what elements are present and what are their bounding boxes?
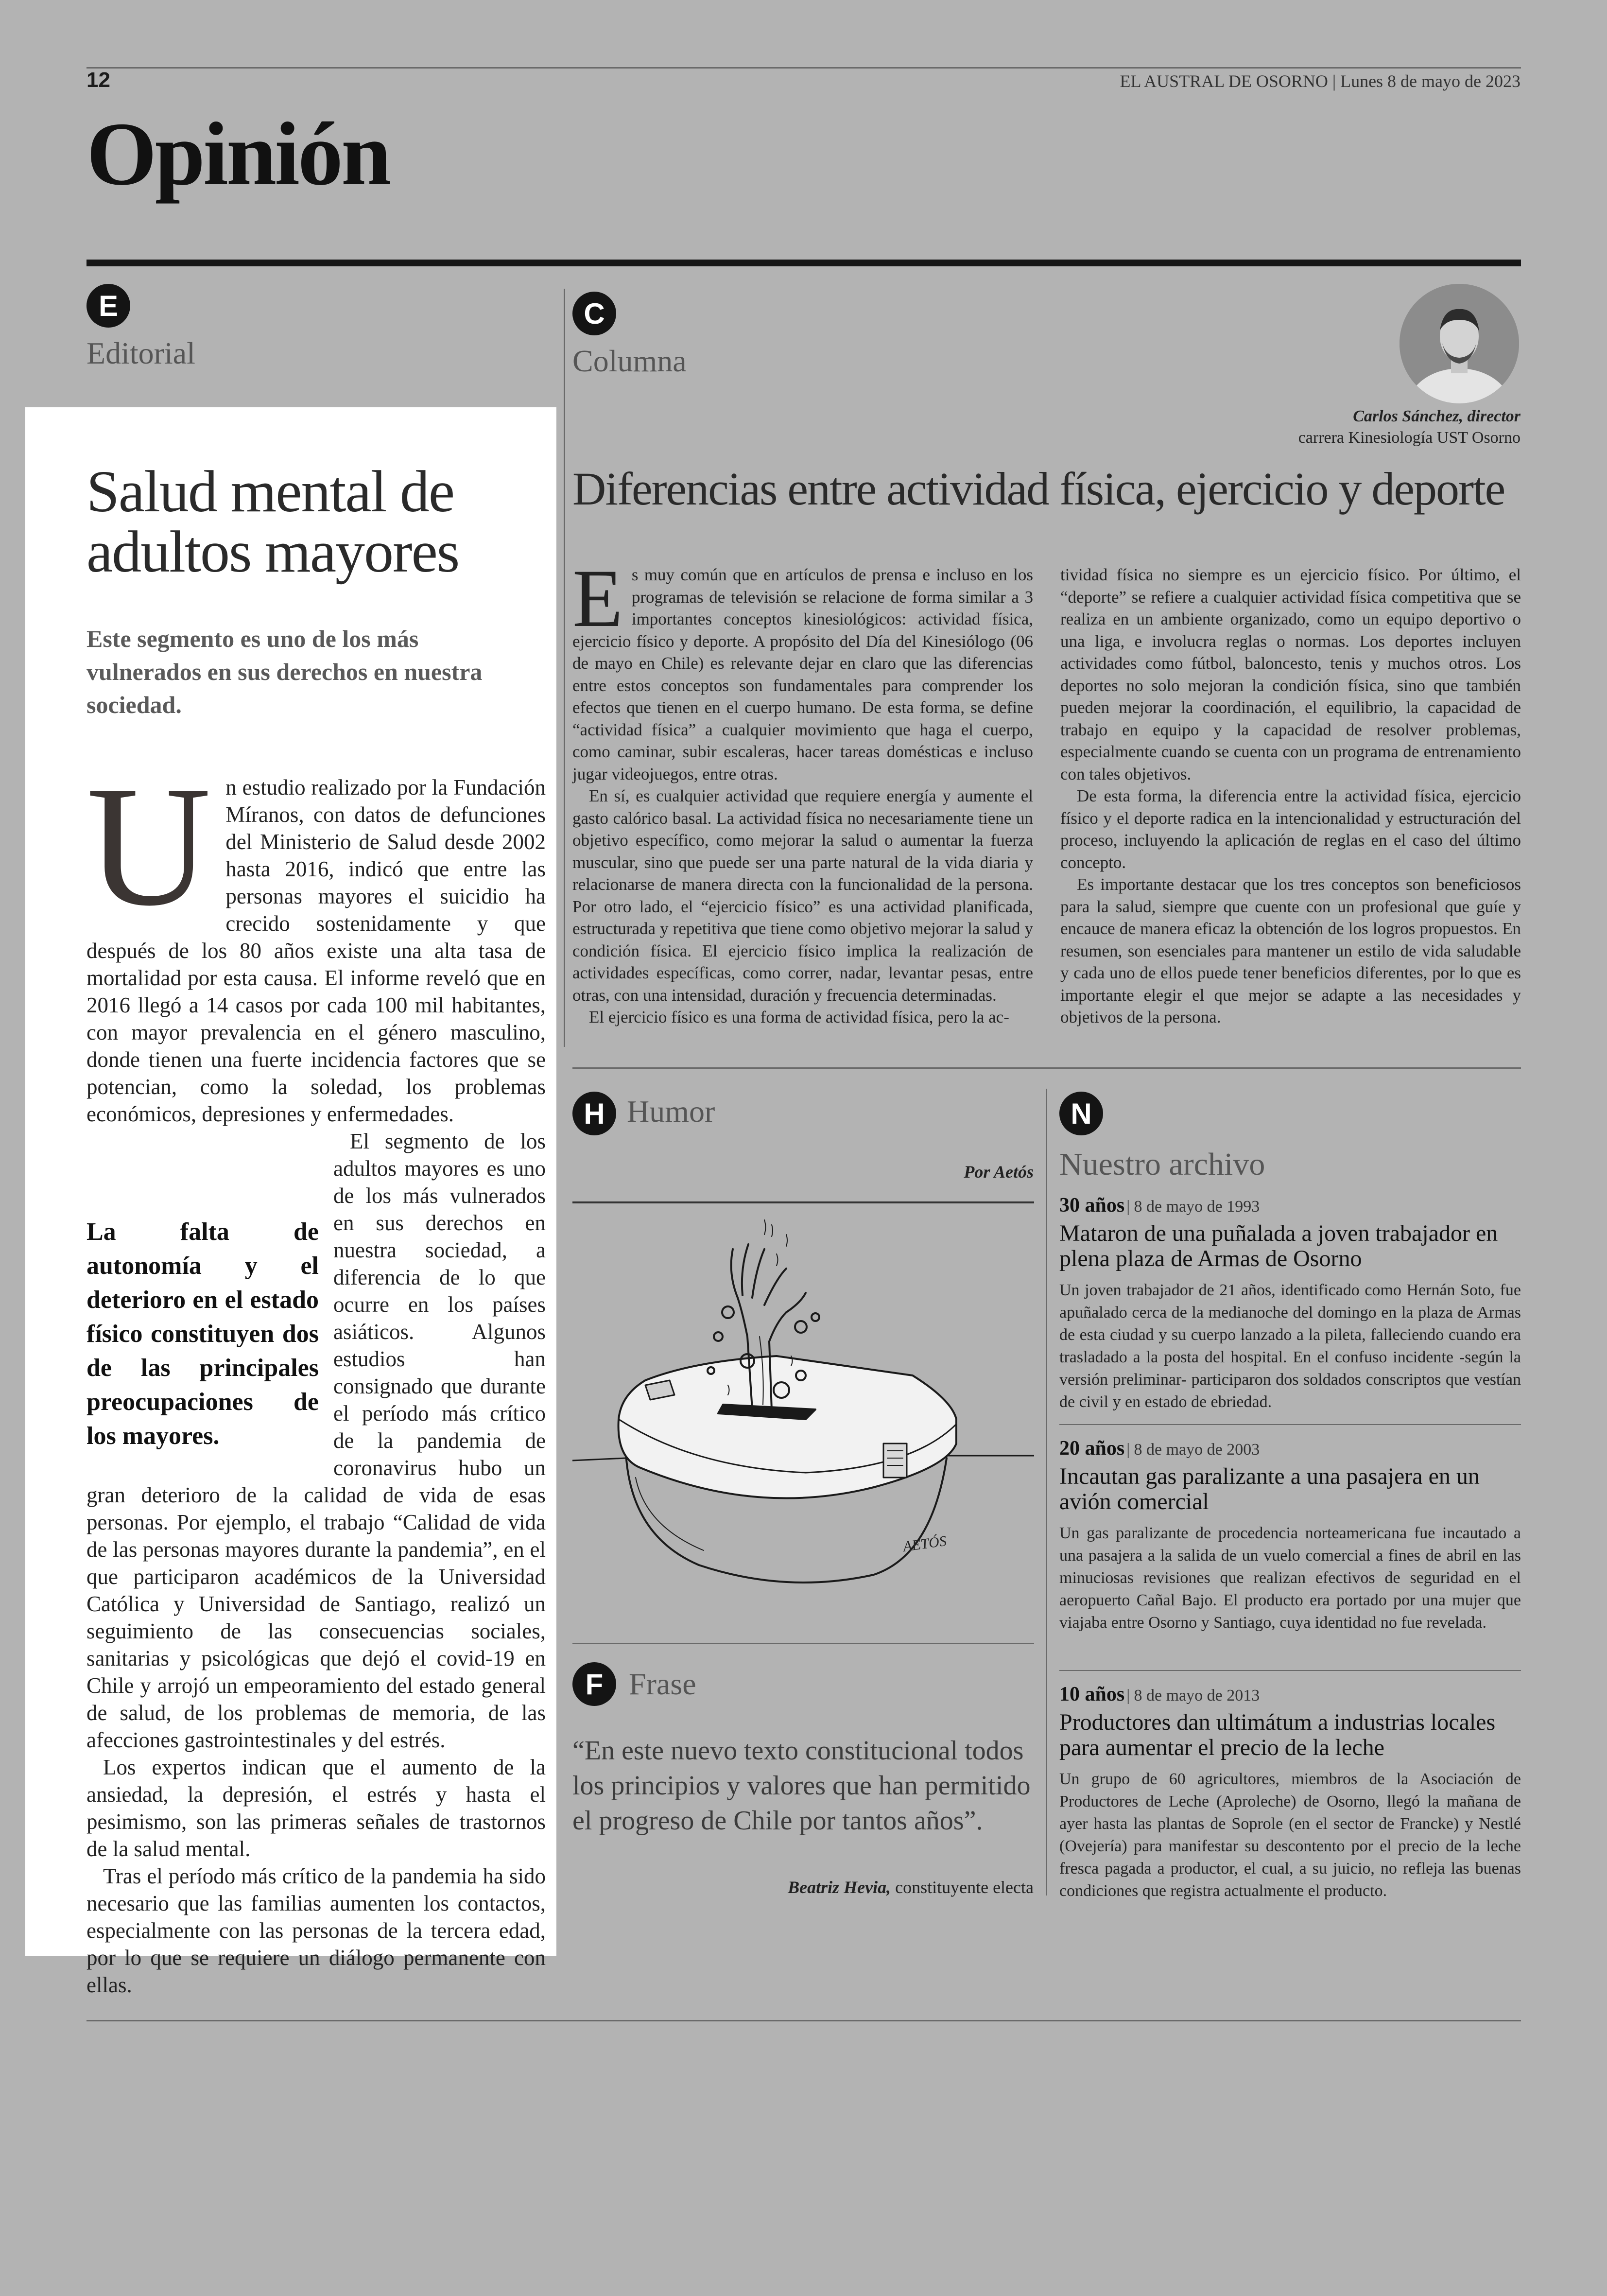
columnist-photo [1400, 284, 1519, 403]
archivo-item-headline: Productores dan ultimátum a industrias locales para aumentar el precio de la leche [1059, 1709, 1496, 1760]
editorial-headline: Salud mental de adultos mayores [86, 459, 459, 585]
column-text-right [1060, 564, 1521, 1028]
editorial-badge: E [86, 284, 130, 328]
column-paragraph-3: El ejercicio físico es una forma de actividad física, pero la ac- [589, 1008, 1009, 1026]
humor-byline: Por Aetós [964, 1162, 1034, 1182]
archivo-item-years: 20 años [1059, 1437, 1125, 1460]
editorial-dropcap: U [86, 750, 211, 941]
archivo-separator [1059, 1424, 1521, 1425]
frase-badge: F [572, 1662, 616, 1706]
columnist-portrait-icon [1400, 284, 1519, 403]
column-paragraph-6: Es importante destacar que los tres conceptos son beneficiosos para la salud, siempre que cuente con un profesional que guíe y encauce de manera eficaz la obtención de los logros propuestos. En resumen, son esenciales para mantener un estilo de vida saludable y cada uno de ellos puede tener beneficios diferentes, por lo que es importante elegir el que mejor se adapte a las necesidades y objetivos de la persona. [1060, 875, 1521, 1026]
top-rule [86, 67, 1521, 69]
archivo-item-date: | 8 de mayo de 2003 [1126, 1441, 1260, 1459]
column-paragraph-2: En sí, es cualquier actividad que requiere energía y aumente el gasto calórico basal. La actividad física no necesariamente tiene un objetivo específico, como mejorar la salud o aumentar la fuerza muscular, sino que puede ser una parte natural de la vida diaria y relacionarse de manera directa con la funcionalidad de la persona. Por otro lado, el “ejercicio físico” es una actividad planificada, estructurada y repetitiva que tiene como objetivo mejorar la salud y condición física. El ejercicio físico implica la realización de actividades específicas, como correr, nadar, levantar pesas, entre otras, con una intensidad, duración y frecuencia determinadas. [572, 786, 1033, 1005]
archivo-item-date: | 8 de mayo de 1993 [1126, 1198, 1260, 1216]
page-number: 12 [86, 68, 110, 92]
archivo-item-headline: Incautan gas paralizante a una pasajera en un avión comercial [1059, 1463, 1480, 1514]
humor-cartoon [572, 1215, 1034, 1618]
masthead [1120, 71, 1521, 91]
editorial-paragraph-1: n estudio realizado por la Fundación Míranos, con datos de defunciones del Ministerio de Salud desde 2002 hasta 2016, indicó que entre las personas mayores el suicidio ha crecido sostenidamente y que después de los 80 años existe una alta tasa de mortalidad por esta causa. El informe reveló que en 2016 llegó a 14 casos por cada 100 mil habitantes, con mayor prevalencia en el género masculino, donde tienen una fuerte incidencia factores que se potencian, como la soledad, los problemas económicos, depresiones y enfermedades. [86, 775, 546, 1126]
masthead-date: Lunes 8 de mayo de 2023 [1340, 71, 1521, 91]
archivo-item [1059, 1194, 1521, 1413]
masthead-separator: | [1332, 71, 1336, 91]
humor-bottom-rule [572, 1643, 1034, 1644]
columnist-role: carrera Kinesiología UST Osorno [1298, 429, 1521, 447]
column-paragraph-4: tividad física no siempre es un ejercicio físico. Por último, el “deporte” se refiere a cualquier actividad física competitiva que se realiza en un ambiente organizado, como un equipo deportivo o una liga, e involucra reglas o normas. Los deportes incluyen actividades como fútbol, baloncesto, tenis y muchos otros. Los deportes no solo mejoran la condición física, sino que también pueden mejorar la coordinación, el equilibrio, la capacidad de trabajo en equipo y la capacidad de resolver problemas, especialmente cuando se cuenta con un programa de entrenamiento con tales objetivos. [1060, 565, 1521, 783]
column-paragraph-5: De esta forma, la diferencia entre la actividad física, ejercicio físico y el deporte radica en la intencionalidad y estructuración del proceso, incluyendo la aplicación de reglas en el caso del último concepto. [1060, 786, 1521, 872]
column-divider [564, 289, 565, 1047]
section-heavy-rule [86, 260, 1521, 266]
column-bottom-rule [572, 1067, 1521, 1069]
frase-label: Frase [629, 1667, 696, 1701]
archivo-item-date: | 8 de mayo de 2013 [1126, 1687, 1260, 1705]
archivo-item [1059, 1683, 1521, 1902]
column-text-left [572, 553, 1033, 1028]
archivo-item-years: 30 años [1059, 1194, 1125, 1217]
editorial-paragraph-2: El segmento de los adultos mayores es uno de los más vulnerados en sus derechos en nuestra sociedad, a diferencia de lo que ocurre en los países asiáticos. Algunos estudios han consignado que durante el período más crítico de la pandemia de coronavirus hubo un gran deterioro de la calidad de vida de esas personas. Por ejemplo, el trabajo “Calidad de vida de las personas mayores durante la pandemia”, en el que participaron académicos de la Universidad Católica y Universidad de Santiago, realizó un seguimiento de las consecuencias sociales, sanitarias y psicológicas que dejó el covid-19 en Chile y arrojó un empeoramiento del estado general de salud, de los problemas de memoria, de las afecciones gastrointestinales y del estrés. [86, 1129, 546, 1752]
frase-quote: “En este nuevo texto constitucional todos los principios y valores que han permitido el progreso de Chile por tantos años”. [572, 1736, 1031, 1836]
editorial-subhead: Este segmento es uno de los más vulnerados en sus derechos en nuestra sociedad. [86, 625, 483, 718]
archivo-item-headline: Mataron de una puñalada a joven trabajador en plena plaza de Armas de Osorno [1059, 1220, 1498, 1271]
frase-author-name: Beatriz Hevia, [788, 1878, 891, 1897]
column-paragraph-1: s muy común que en artículos de prensa e incluso en los programas de televisión se relacione de forma similar a 3 importantes conceptos kinesiológicos: actividad física, ejercicio físico y deporte. A propósito del Día del Kinesiólogo (06 de mayo en Chile) es relevante dejar en claro que las diferencias entre estos conceptos son fundamentales para comprender los efectos que tienen en el cuerpo humano. De esta forma, se define “actividad física” a cualquier movimiento que haga el cuerpo, como caminar, subir escaleras, hacer tareas domésticas e incluso jugar videojuegos, entre otras. [572, 565, 1033, 783]
editorial-body [86, 750, 546, 1999]
frase-author-role: constituyente electa [891, 1878, 1034, 1897]
archivo-item-body: Un gas paralizante de procedencia norteamericana fue incautado a una pasajera a la salida de un vuelo comercial a fines de abril en las minuciosas revisiones que realizan efectivos de seguridad en el aeropuerto Cañal Bajo. El producto era portado por una mujer que viajaba entre Osorno y Santiago, cuya identidad no fue revelada. [1059, 1524, 1521, 1632]
masthead-name: EL AUSTRAL DE OSORNO [1120, 71, 1328, 91]
editorial-pullquote: La falta de autonomía y el deterioro en el estado físico constituyen dos de las principales preocupaciones de los mayores. [86, 1218, 319, 1450]
archivo-item-body: Un joven trabajador de 21 años, identificado como Hernán Soto, fue apuñalado cerca de la medianoche del domingo en la plaza de Armas de esta ciudad y su cuerpo lanzado a la pileta, falleciendo cuando era trasladado a la posta del hospital. En el confuso incidente -según la versión preliminar- participaron dos soldados conscriptos que vestían de civil y en estado de ebriedad. [1059, 1281, 1521, 1411]
column-label: Columna [572, 344, 687, 378]
column-headline: Diferencias entre actividad física, ejercicio y deporte [572, 463, 1505, 515]
archivo-divider [1046, 1089, 1047, 1896]
humor-rule [572, 1201, 1034, 1203]
editorial-paragraph-4: Tras el período más crítico de la pandemia ha sido necesario que las familias aumenten los contactos, especialmente con las personas de la tercera edad, por lo que se requiere un diálogo permanente con ellas. [86, 1864, 546, 1997]
archivo-item [1059, 1437, 1521, 1634]
columnist-name: Carlos Sánchez, director [1353, 407, 1521, 425]
archivo-separator [1059, 1670, 1521, 1671]
column-dropcap: E [572, 553, 623, 644]
archivo-title: Nuestro archivo [1059, 1147, 1265, 1182]
cartoon-signature: AETÓS [902, 1532, 948, 1555]
archivo-item-body: Un grupo de 60 agricultores, miembros de la Asociación de Productores de Leche (Aproleche) de Osorno, llegó la mañana de ayer hasta las plantas de Soprole (en el sector de Francke) y Nestlé (Ovejería) para manifestar su descontento por el precio de la leche fresca pagada a productor, el cual, a su juicio, no refleja las buenas condiciones que registra actualmente el producto. [1059, 1770, 1521, 1900]
frase-author [788, 1877, 1034, 1897]
archivo-badge: N [1059, 1092, 1103, 1135]
humor-label: Humor [627, 1094, 715, 1129]
editorial-paragraph-3: Los expertos indican que el aumento de la ansiedad, la depresión, el estrés y hasta el pesimismo, son las primeras señales de trastornos de la salud mental. [86, 1755, 546, 1861]
section-title: Opinión [86, 104, 390, 204]
bottom-rule [86, 2020, 1521, 2021]
archivo-item-years: 10 años [1059, 1683, 1125, 1705]
column-badge: C [572, 292, 616, 335]
editorial-label: Editorial [86, 336, 195, 370]
humor-badge: H [572, 1092, 616, 1135]
